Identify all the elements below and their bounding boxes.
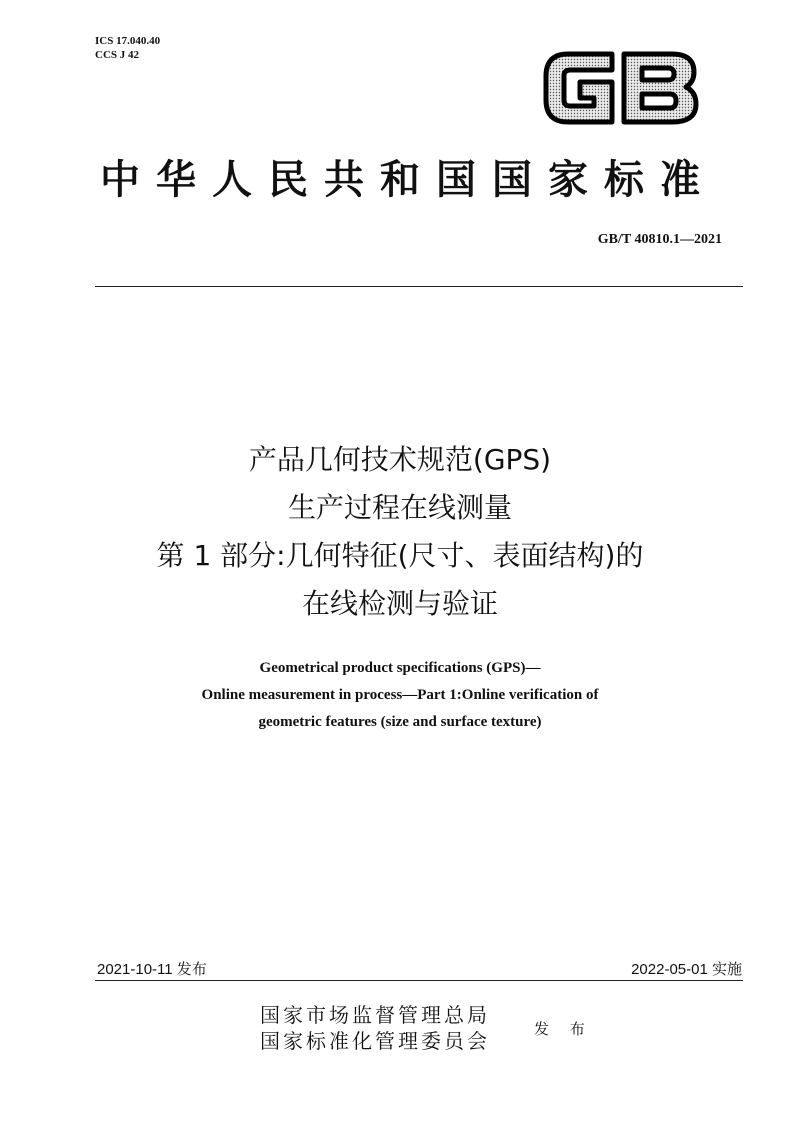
top-divider: [95, 286, 743, 287]
issuing-authorities: [260, 1002, 490, 1054]
ccs-code: CCS J 42: [95, 49, 140, 61]
english-title-line: Geometrical product specifications (GPS)—: [259, 660, 541, 676]
publish-date: 2021-10-11 发布: [97, 961, 207, 978]
standard-number: GB/T 40810.1—2021: [597, 232, 722, 247]
bottom-divider: [95, 980, 743, 981]
chinese-title-line: 生产过程在线测量: [287, 491, 512, 524]
classification-codes: [95, 34, 160, 62]
english-title-line: Online measurement in process—Part 1:Online verification of: [201, 687, 599, 703]
chinese-title-line: 第 1 部分:几何特征(尺寸、表面结构)的: [156, 539, 644, 572]
chinese-title: [0, 436, 800, 628]
english-title-line: geometric features (size and surface texture): [258, 714, 542, 730]
implementation-date: 2022-05-01 实施: [631, 961, 742, 978]
issuer-line: 国家市场监督管理总局: [260, 1003, 490, 1027]
chinese-title-line: 在线检测与验证: [301, 587, 498, 620]
issuer-line: 国家标准化管理委员会: [260, 1029, 490, 1053]
english-title: [0, 655, 800, 736]
standard-title: 中华人民共和国国家标准: [100, 156, 716, 203]
gb-logo: [540, 46, 700, 130]
chinese-title-line: 产品几何技术规范(GPS): [248, 443, 552, 476]
issue-label: 发 布: [534, 1020, 593, 1038]
ics-code: ICS 17.040.40: [95, 35, 161, 47]
